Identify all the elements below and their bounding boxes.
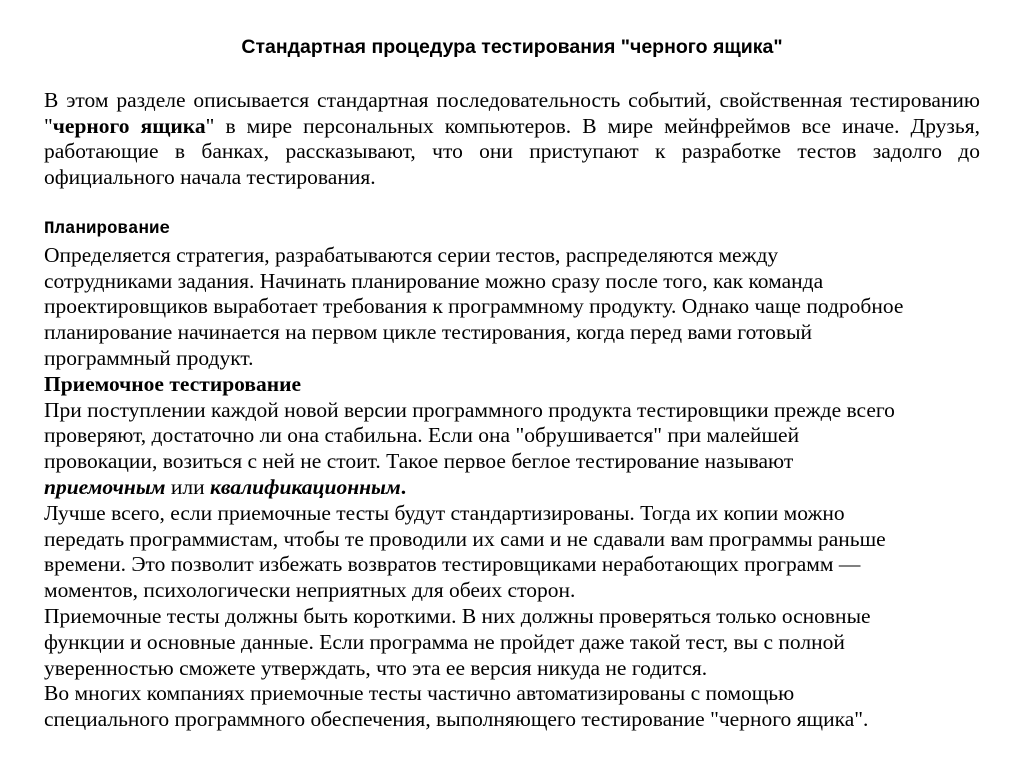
- planning-heading: Планирование: [44, 219, 171, 239]
- page-title: Стандартная процедура тестирования "черного ящика": [241, 36, 783, 58]
- acceptance-line: уверенностью сможете утверждать, что эта ее версия никуда не годится.: [44, 655, 708, 680]
- acceptance-line: При поступлении каждой новой версии программного продукта тестировщики прежде всего: [44, 397, 895, 422]
- acceptance-line: проверяют, достаточно ли она стабильна. Если она "обрушивается" при малейшей: [44, 423, 800, 448]
- acceptance-line: Во многих компаниях приемочные тесты частично автоматизированы с помощью: [44, 681, 795, 706]
- or-word: или: [165, 474, 210, 499]
- planning-line: Определяется стратегия, разрабатываются серии тестов, распределяются между: [44, 242, 779, 267]
- intro-text-start: В этом разделе описывается стандартная последовательность событий, свойственная тестированию ": [44, 88, 980, 138]
- acceptance-line: Приемочные тесты должны быть короткими. В них должны проверяться только основные: [44, 603, 871, 628]
- acceptance-line: времени. Это позволит избежать возвратов тестировщиками неработающих программ —: [44, 552, 861, 577]
- acceptance-terms-line: [44, 475, 1004, 501]
- intro-paragraph: [44, 88, 980, 190]
- acceptance-line: специального программного обеспечения, выполняющего тестирование "черного ящика".: [44, 707, 869, 732]
- acceptance-line: моментов, психологически неприятных для обеих сторон.: [44, 578, 576, 603]
- acceptance-line: передать программистам, чтобы те проводили их сами и не сдавали вам программы раньше: [44, 526, 886, 551]
- planning-line: сотрудниками задания. Начинать планирование можно сразу после того, как команда: [44, 268, 824, 293]
- term-acceptance: приемочным: [44, 474, 166, 499]
- terms-period: .: [400, 474, 407, 499]
- acceptance-heading: Приемочное тестирование: [44, 371, 302, 396]
- term-qualification: квалификационным: [209, 474, 401, 499]
- planning-line: планирование начинается на первом цикле тестирования, когда перед вами готовый: [44, 320, 813, 345]
- acceptance-line: функции и основные данные. Если программа не пройдет даже такой тест, вы с полной: [44, 629, 845, 654]
- acceptance-line: Лучше всего, если приемочные тесты будут стандартизированы. Тогда их копии можно: [44, 500, 845, 525]
- planning-line: программный продукт.: [44, 345, 254, 370]
- document-body: [44, 217, 1004, 733]
- acceptance-line: провокации, возиться с ней не стоит. Такое первое беглое тестирование называют: [44, 449, 794, 474]
- intro-text-end: " в мире персональных компьютеров. В мире мейнфреймов все иначе. Друзья, работающие в банках, рассказывают, что они приступают к разработке тестов задолго до официального начала тестирования.: [44, 113, 980, 189]
- intro-bold-term: черного ящика: [52, 113, 206, 138]
- planning-line: проектировщиков выработает требования к программному продукту. Однако чаще подробное: [44, 294, 904, 319]
